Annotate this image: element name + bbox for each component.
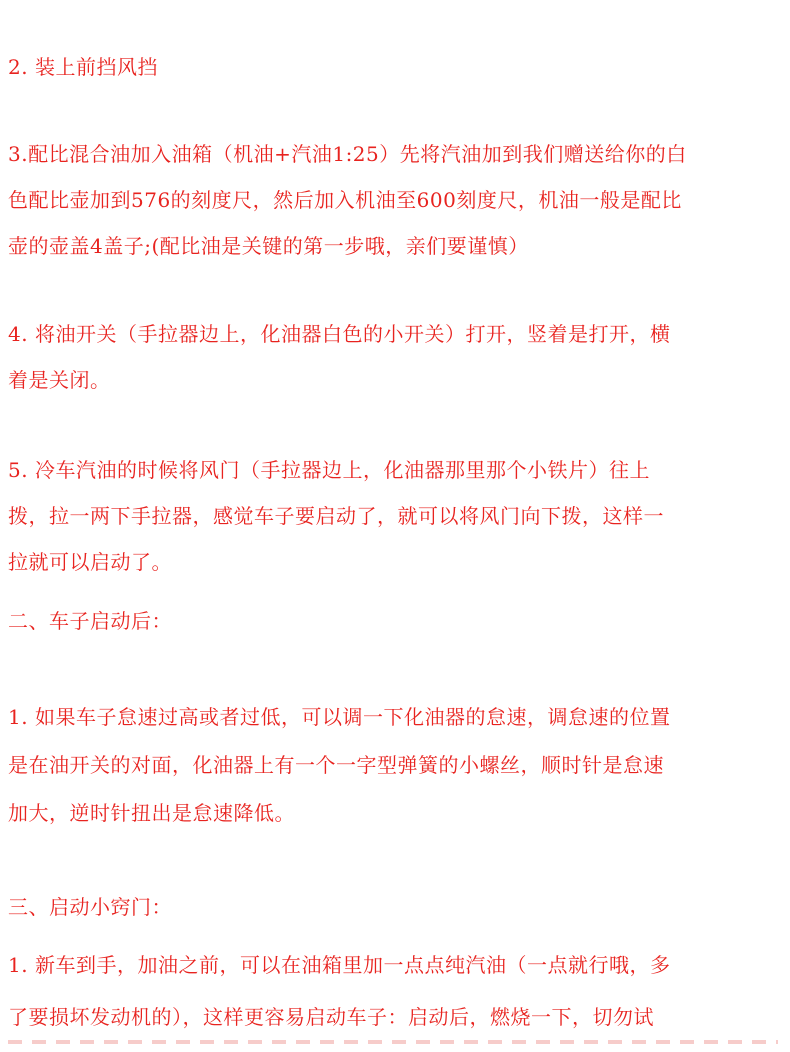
start-tip-line-1: 1. 新车到手，加油之前，可以在油箱里加一点点纯汽油（一点就行哦，多 (8, 953, 671, 977)
section-2-heading: 二、车子启动后： (8, 609, 172, 633)
idle-tip-line-1: 1. 如果车子怠速过高或者过低，可以调一下化油器的怠速，调怠速的位置 (8, 705, 671, 729)
idle-tip-line-2: 是在油开关的对面，化油器上有一个一字型弹簧的小螺丝，顺时针是怠速 (8, 753, 664, 777)
step-3-line-1: 3.配比混合油加入油箱（机油+汽油1:25）先将汽油加到我们赠送给你的白 (8, 142, 687, 166)
step-3-line-2: 色配比壶加到576的刻度尺，然后加入机油至600刻度尺，机油一般是配比 (8, 188, 682, 212)
step-3-line-3: 壶的壶盖4盖子;(配比油是关键的第一步哦，亲们要谨慎） (8, 234, 529, 258)
step-5-line-2: 拨，拉一两下手拉器，感觉车子要启动了，就可以将风门向下拨，这样一 (8, 504, 664, 528)
step-5-line-3: 拉就可以启动了。 (8, 550, 172, 574)
step-4-line-1: 4. 将油开关（手拉器边上，化油器白色的小开关）打开，竖着是打开，横 (8, 322, 671, 346)
idle-tip-line-3: 加大，逆时针扭出是怠速降低。 (8, 801, 295, 825)
step-2-line: 2. 装上前挡风挡 (8, 55, 158, 79)
start-tip-line-2: 了要损坏发动机的），这样更容易启动车子：启动后，燃烧一下，切勿试 (8, 1005, 654, 1029)
step-4-line-2: 着是关闭。 (8, 368, 111, 392)
step-5-line-1: 5. 冷车汽油的时候将风门（手拉器边上，化油器那里那个小铁片）往上 (8, 458, 650, 482)
cropped-text-line (8, 1040, 778, 1052)
section-3-heading: 三、启动小窍门： (8, 895, 172, 919)
